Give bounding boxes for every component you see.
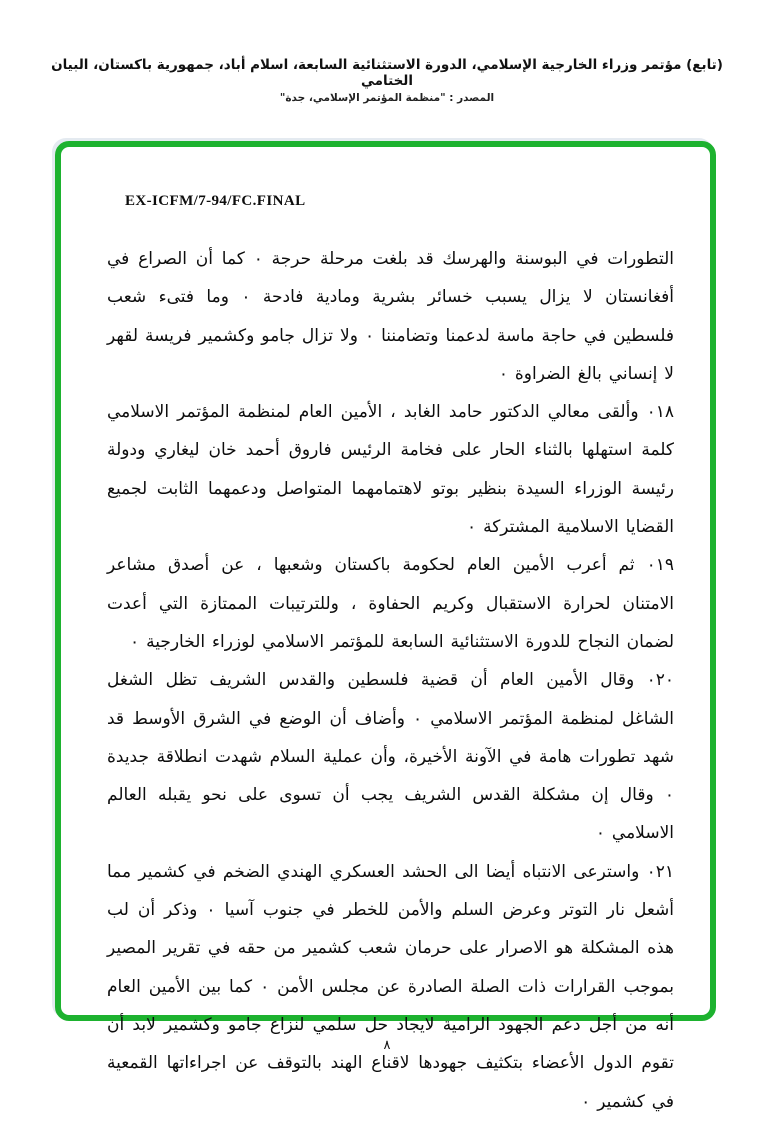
- paragraph: ٠١٨ وألقى معالي الدكتور حامد الغابد ، الأمين العام لمنظمة المؤتمر الاسلامي كلمة استهلها بالثناء الحار على فخامة الرئيس فاروق أحمد خان ليغاري ودولة رئيسة الوزراء السيدة بنظير بوتو لاهتمامهما المتواصل ودعمهما الثابت لجميع القضايا الاسلامية المشتركة ٠: [107, 402, 674, 538]
- page-number: ٨: [383, 1038, 391, 1053]
- paragraph: ٠٢١ واسترعى الانتباه أيضا الى الحشد العسكري الهندي الضخم في كشمير مما أشعل نار التوتر وعرض السلم والأمن للخطر في جنوب آسيا ٠ وذكر أن لب هذه المشكلة هو الاصرار على حرمان شعب كشمير من حقه في تقرير المصير بموجب القرارات ذات الصلة الصادرة عن مجلس الأمن ٠ كما بين الأمين العام أنه من أجل دعم الجهود الرامية لايجاد حل سلمي لنزاع جامو وكشمير لابد أن تقوم الدول الأعضاء بتكثيف جهودها لاقناع الهند بالتوقف عن اجراءاتها القمعية في كشمير ٠: [107, 861, 675, 1112]
- paragraph: ٠٢٠ وقال الأمين العام أن قضية فلسطين والقدس الشريف تظل الشغل الشاغل لمنظمة المؤتمر الاسلامي ٠ وأضاف أن الوضع في الشرق الأوسط قد شهد تطورات هامة في الآونة الأخيرة، وأن عملية السلام شهدت انطلاقة جديدة ٠ وقال إن مشكلة القدس الشريف يجب أن تسوى على نحو يقبله العالم الاسلامي ٠: [107, 670, 674, 844]
- document-header-title: (تابع) مؤتمر وزراء الخارجية الإسلامي، الدورة الاستثنائية السابعة، اسلام أباد، جمهورية باكستان، البيان الختامي: [51, 57, 723, 89]
- paragraph: التطورات في البوسنة والهرسك قد بلغت مرحلة حرجة ٠ كما أن الصراع في أفغانستان لا يزال يسبب خسائر بشرية ومادية فادحة ٠ وما فتىء شعب فلسطين في حاجة ماسة لدعمنا وتضامننا ٠ ولا تزال جامو وكشمير فريسة لقهر لا إنساني بالغ الضراوة ٠: [107, 249, 674, 384]
- document-source-line: المصدر : "منظمة المؤتمر الإسلامي، جدة": [279, 92, 495, 104]
- body-paragraphs: [107, 240, 674, 1121]
- green-border-frame: [55, 141, 716, 1112]
- document-reference-code: EX-ICFM/7-94/FC.FINAL: [125, 193, 306, 209]
- paragraph: ٠١٩ ثم أعرب الأمين العام لحكومة باكستان وشعبها ، عن أصدق مشاعر الامتنان لحرارة الاستقبال وكريم الحفاوة ، وللترتيبات الممتازة التي أعدت لضمان النجاح للدورة الاستثنائية السابعة للمؤتمر الاسلامي لوزراء الخارجية ٠: [107, 555, 674, 652]
